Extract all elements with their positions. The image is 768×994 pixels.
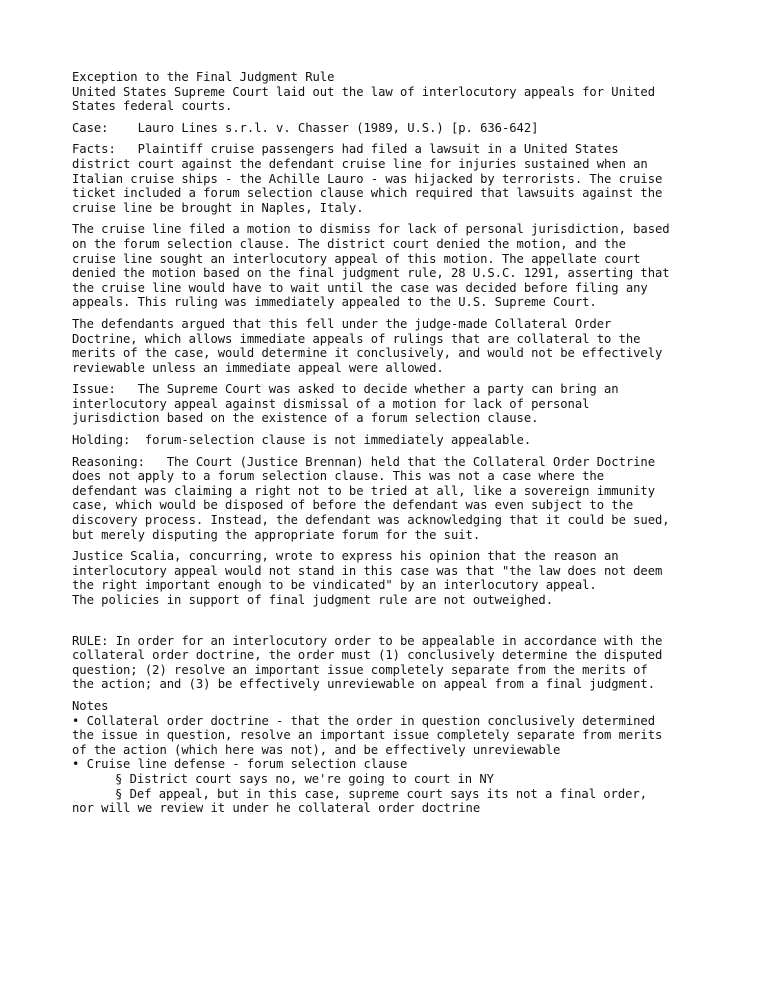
intro-line: United States Supreme Court laid out the law of interlocutory appeals for United [72, 84, 656, 99]
procedure-section [72, 222, 702, 310]
document-title: Exception to the Final Judgment Rule [72, 70, 335, 84]
intro-line: States federal courts. [72, 99, 233, 114]
issue-line: interlocutory appeal against dismissal of a motion for lack of personal [72, 396, 590, 411]
reasoning-line: but merely disputing the appropriate forum for the suit. [72, 527, 481, 542]
notes-section [72, 699, 702, 816]
header-section [72, 70, 702, 114]
notes-heading: Notes [72, 698, 109, 713]
notes-bullet-cont: of the action (which here was not), and be effectively unreviewable [72, 742, 561, 757]
defendants-line: Doctrine, which allows immediate appeals of rulings that are collateral to the [72, 331, 641, 346]
notes-subitem-cont: nor will we review it under he collateral order doctrine [72, 801, 481, 816]
issue-line: jurisdiction based on the existence of a forum selection clause. [72, 411, 539, 426]
rule-line: the action; and (3) be effectively unreviewable on appeal from a final judgment. [72, 677, 656, 692]
issue-section [72, 382, 702, 426]
facts-line: district court against the defendant cruise line for injuries sustained when an [72, 156, 648, 171]
notes-subitem: § District court says no, we're going to court in NY [115, 771, 494, 786]
procedure-line: the cruise line would have to wait until the case was decided before filing any [72, 280, 648, 295]
procedure-line: appeals. This ruling was immediately appealed to the U.S. Supreme Court. [72, 295, 597, 310]
procedure-line: on the forum selection clause. The district court denied the motion, and the [72, 236, 626, 251]
concurrence-section [72, 549, 702, 607]
reasoning-line: case, which would be disposed of before the defendant was even subject to the [72, 498, 634, 513]
facts-line: Facts: Plaintiff cruise passengers had filed a lawsuit in a United States [72, 142, 619, 157]
holding-line: Holding: forum-selection clause is not immediately appealable. [72, 433, 532, 448]
reasoning-section [72, 455, 702, 543]
notes-subitem: § Def appeal, but in this case, supreme court says its not a final order, [115, 786, 647, 801]
procedure-line: denied the motion based on the final judgment rule, 28 U.S.C. 1291, asserting that [72, 266, 670, 281]
notes-bullet: • Collateral order doctrine - that the order in question conclusively determined [72, 713, 656, 728]
procedure-line: cruise line sought an interlocutory appeal of this motion. The appellate court [72, 251, 641, 266]
procedure-line: The cruise line filed a motion to dismiss for lack of personal jurisdiction, based [72, 222, 670, 237]
document-page [72, 70, 702, 816]
reasoning-line: does not apply to a forum selection clause. This was not a case where the [72, 469, 604, 484]
rule-line: question; (2) resolve an important issue completely separate from the merits of [72, 662, 648, 677]
rule-line: RULE: In order for an interlocutory order to be appealable in accordance with the [72, 633, 663, 648]
concurrence-line: interlocutory appeal would not stand in this case was that "the law does not deem [72, 563, 663, 578]
facts-line: Italian cruise ships - the Achille Lauro - was hijacked by terrorists. The cruise [72, 171, 663, 186]
rule-section [72, 634, 702, 692]
concurrence-line: The policies in support of final judgment rule are not outweighed. [72, 593, 553, 607]
concurrence-line: the right important enough to be vindicated" by an interlocutory appeal. [72, 578, 597, 593]
reasoning-line: discovery process. Instead, the defendant was acknowledging that it could be sued, [72, 513, 670, 528]
reasoning-line: Reasoning: The Court (Justice Brennan) held that the Collateral Order Doctrine [72, 454, 656, 469]
defendants-line: The defendants argued that this fell under the judge-made Collateral Order [72, 316, 612, 331]
issue-line: Issue: The Supreme Court was asked to decide whether a party can bring an [72, 382, 619, 397]
defendants-line: reviewable unless an immediate appeal were allowed. [72, 360, 444, 375]
facts-section [72, 142, 702, 215]
notes-bullet: • Cruise line defense - forum selection clause [72, 757, 408, 772]
defendants-line: merits of the case, would determine it conclusively, and would not be effectively [72, 346, 663, 361]
rule-line: collateral order doctrine, the order must (1) conclusively determine the disputed [72, 648, 663, 663]
facts-line: ticket included a forum selection clause which required that lawsuits against the [72, 186, 663, 201]
case-section [72, 121, 702, 136]
case-citation: Case: Lauro Lines s.r.l. v. Chasser (1989, U.S.) [p. 636-642] [72, 120, 539, 135]
notes-bullet-cont: the issue in question, resolve an important issue completely separate from merits [72, 728, 663, 743]
facts-line: cruise line be brought in Naples, Italy. [72, 200, 364, 215]
defendants-argument-section [72, 317, 702, 375]
holding-section [72, 433, 702, 448]
concurrence-line: Justice Scalia, concurring, wrote to express his opinion that the reason an [72, 549, 619, 564]
reasoning-line: defendant was claiming a right not to be tried at all, like a sovereign immunity [72, 483, 656, 498]
